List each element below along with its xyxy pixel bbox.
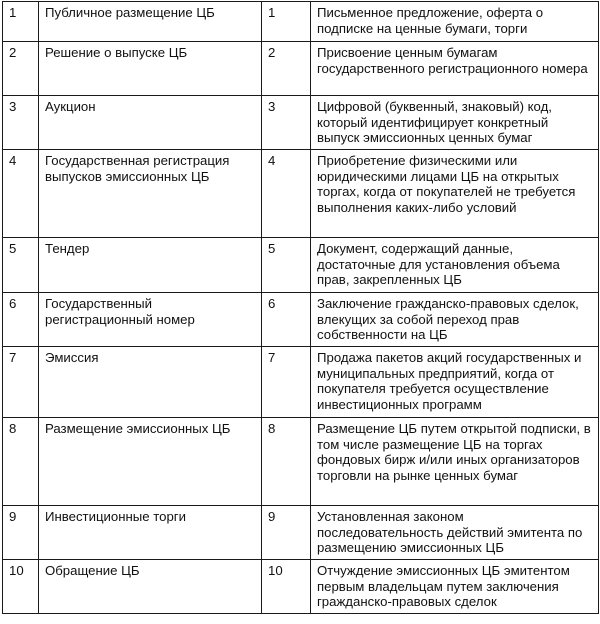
definition-cell: Цифровой (буквенный, знаковый) код, который идентифицирует конкретный выпуск эмиссионных ценных бумаг [311,96,599,150]
definition-cell: Присвоение ценным бумагам государственного регистрационного номера [311,42,599,96]
definition-cell: Продажа пакетов акций государственных и муниципальных предприятий, когда от покупателя требуется осуществление инвестиционных программ [311,347,599,418]
left-number: 5 [3,238,39,293]
term-cell: Инвестиционные торги [39,506,262,560]
term-cell: Публичное размещение ЦБ [39,2,262,42]
table-row [3,293,599,347]
term-cell: Государственный регистрационный номер [39,293,262,347]
definition-cell: Документ, содержащий данные, достаточные для установления объема прав, закрепленных ЦБ [311,238,599,293]
definition-cell: Размещение ЦБ путем открытой подписки, в том числе размещение ЦБ на торгах фондовых бирж и/или иных организаторов торговли на рынке ценных бумаг [311,418,599,506]
definition-cell: Установленная законом последовательность действий эмитента по размещению эмиссионных ЦБ [311,506,599,560]
left-number: 1 [3,2,39,42]
right-number: 10 [262,560,311,614]
table-row [3,2,599,42]
definition-cell: Заключение гражданско-правовых сделок, влекущих за собой переход прав собственности на ЦБ [311,293,599,347]
left-number: 7 [3,347,39,418]
table-row [3,150,599,238]
right-number: 3 [262,96,311,150]
left-number: 3 [3,96,39,150]
right-number: 4 [262,150,311,238]
left-number: 10 [3,560,39,614]
left-number: 2 [3,42,39,96]
left-number: 4 [3,150,39,238]
term-cell: Решение о выпуске ЦБ [39,42,262,96]
term-cell: Аукцион [39,96,262,150]
right-number: 8 [262,418,311,506]
term-cell: Тендер [39,238,262,293]
term-cell: Обращение ЦБ [39,560,262,614]
term-cell: Государственная регистрация выпусков эмиссионных ЦБ [39,150,262,238]
right-number: 6 [262,293,311,347]
table-row [3,347,599,418]
table-row [3,238,599,293]
right-number: 2 [262,42,311,96]
left-number: 6 [3,293,39,347]
right-number: 7 [262,347,311,418]
table-row [3,42,599,96]
table-row [3,96,599,150]
left-number: 9 [3,506,39,560]
matching-table [2,1,599,614]
definition-cell: Письменное предложение, оферта о подписке на ценные бумаги, торги [311,2,599,42]
term-cell: Размещение эмиссионных ЦБ [39,418,262,506]
right-number: 5 [262,238,311,293]
table-row [3,418,599,506]
table-row [3,506,599,560]
left-number: 8 [3,418,39,506]
right-number: 1 [262,2,311,42]
table-body [3,2,599,614]
table-row [3,560,599,614]
definition-cell: Отчуждение эмиссионных ЦБ эмитентом первым владельцам путем заключения гражданско-правовых сделок [311,560,599,614]
term-cell: Эмиссия [39,347,262,418]
definition-cell: Приобретение физическими или юридическими лицами ЦБ на открытых торгах, когда от покупателей не требуется выполнения каких-либо условий [311,150,599,238]
right-number: 9 [262,506,311,560]
